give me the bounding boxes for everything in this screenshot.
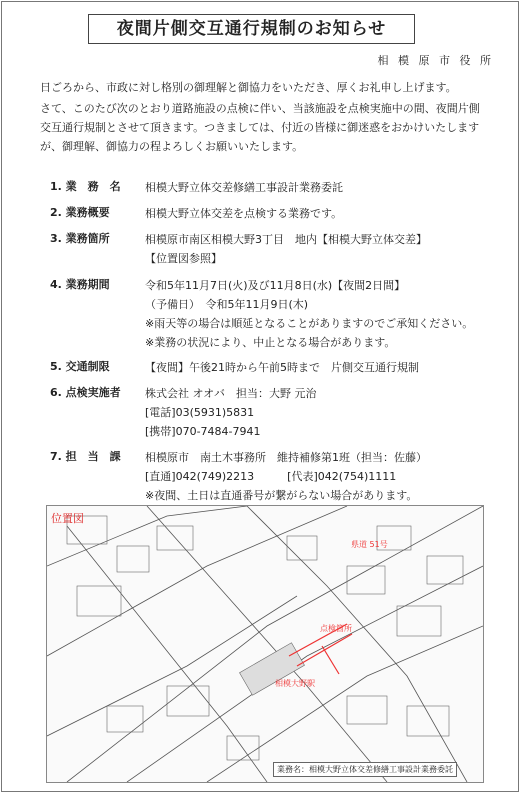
intro-paragraph-2: さて、このたび次のとおり道路施設の点検に伴い、当該施設を点検実施中の間、夜間片側交互通行規制とさせて頂きます。つきましては、付近の皆様に御迷惑をおかけいたしますが、御理解、御協力の程よろしくお願いいたします。 [40, 102, 480, 153]
item-line: [直通]042(749)2213 [代表]042(754)1111 [145, 470, 397, 483]
map-station-label: 相模大野駅 [275, 679, 315, 688]
item-line: 相模原市 南土木事務所 維持補修第1班（担当：佐藤） [145, 451, 427, 464]
map-drawing [47, 506, 483, 782]
item-line: [電話]03(5931)5831 [145, 406, 255, 419]
item-label: 6. 点検実施者 [50, 386, 121, 399]
issuer: 相 模 原 市 役 所 [377, 54, 494, 67]
item-label: 5. 交通制限 [50, 360, 110, 373]
location-map [46, 505, 484, 783]
map-caption: 業務名：相模大野立体交差修繕工事設計業務委託 [273, 762, 457, 777]
item-label: 3. 業務箇所 [50, 232, 110, 245]
item-line: 令和5年11月7日(火)及び11月8日(水)【夜間2日間】 [145, 279, 406, 292]
map-title: 位置図 [51, 512, 84, 525]
item-line: 相模大野立体交差を点検する業務です。 [145, 207, 343, 220]
item-line: ※夜間、土日は直通番号が繋がらない場合があります。 [145, 489, 418, 502]
item-label: 4. 業務期間 [50, 278, 110, 291]
item-line: 【夜間】午後21時から午前5時まで 片側交互通行規制 [145, 361, 419, 374]
map-road-label: 県道 51号 [351, 540, 388, 549]
item-line: 株式会社 オオバ 担当：大野 元治 [145, 387, 317, 400]
item-line: ※雨天等の場合は順延となることがありますのでご承知ください。 [145, 317, 474, 330]
item-label: 7. 担 当 課 [50, 450, 121, 463]
item-line: ※業務の状況により、中止となる場合があります。 [145, 336, 396, 349]
item-label: 2. 業務概要 [50, 206, 110, 219]
item-line: 【位置図参照】 [145, 252, 222, 265]
item-line: [携帯]070-7484-7941 [145, 425, 261, 438]
item-line: （予備日） 令和5年11月9日(木) [145, 298, 309, 311]
item-label: 1. 業 務 名 [50, 180, 121, 193]
item-line: 相模大野立体交差修繕工事設計業務委託 [145, 181, 343, 194]
notice-title: 夜間片側交互通行規制のお知らせ [88, 14, 415, 44]
item-line: 相模原市南区相模大野3丁目 地内【相模大野立体交差】 [145, 233, 427, 246]
intro-paragraph-1: 日ごろから、市政に対し格別の御理解と御協力をいただき、厚くお礼申し上げます。 [40, 81, 457, 94]
map-target-label: 点検箇所 [320, 624, 352, 633]
